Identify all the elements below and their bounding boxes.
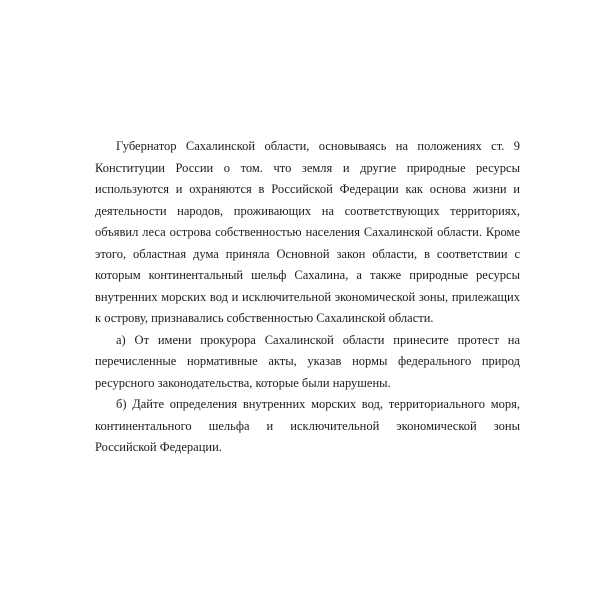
paragraph-task-b <box>95 394 520 459</box>
paragraph-case-description <box>95 136 520 330</box>
text-line: перечисленные нормативные акты, указав нормы федерального природ <box>95 354 520 368</box>
text-line: этого, областная дума приняла Основной закон области, в соответствии с <box>95 246 520 261</box>
text-line: Губернатор Сахалинской области, основываясь на положениях ст. 9 <box>116 139 520 153</box>
text-line: внутренних морских вод и исключительной экономической зоны, прилежащих <box>95 289 520 304</box>
text-line: б) Дайте определения внутренних морских вод, территориального моря, <box>116 397 520 411</box>
document-text-block <box>95 136 520 459</box>
text-line: объявил леса острова собственностью населения Сахалинской области. Кроме <box>95 225 520 239</box>
text-line: к острову, признавались собственностью Сахалинской области. <box>95 311 434 325</box>
text-line: Российской Федерации. <box>95 440 222 454</box>
text-line: которым континентальный шельф Сахалина, а также природные ресурсы <box>95 268 520 282</box>
text-line: используются и охраняются в Российской Федерации как основа жизни и <box>95 182 520 196</box>
text-line: ресурсного законодательства, которые были нарушены. <box>95 375 391 390</box>
text-line: деятельности народов, проживающих на соответствующих территориях, <box>95 203 520 218</box>
paragraph-task-a <box>95 330 520 395</box>
text-line: а) От имени прокурора Сахалинской области принесите протест на <box>116 332 520 347</box>
text-line: Конституции России о том. что земля и другие природные ресурсы <box>95 160 520 175</box>
text-line: континентального шельфа и исключительной экономической зоны <box>95 418 520 433</box>
